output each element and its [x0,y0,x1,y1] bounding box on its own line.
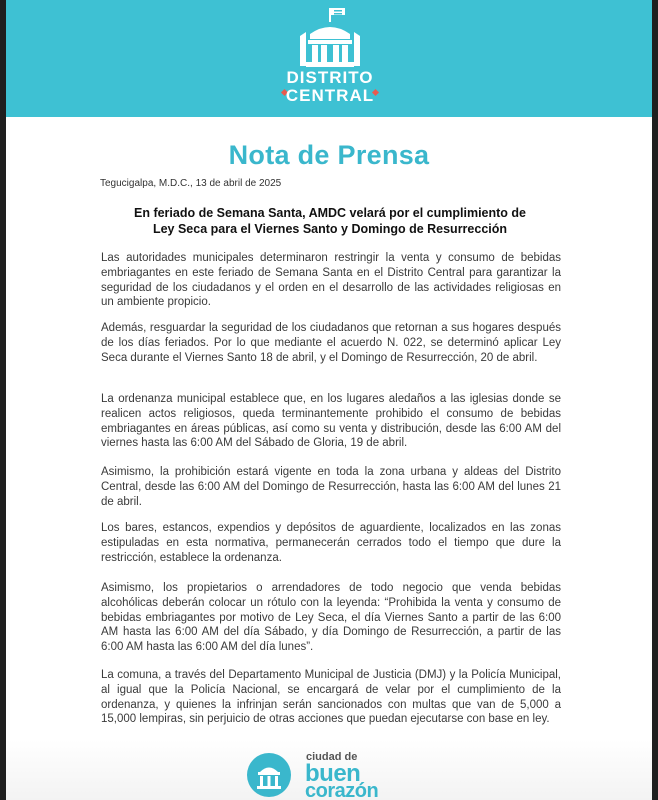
castle-flag-icon [274,2,386,72]
paragraph-7: La comuna, a través del Departamento Municipal de Justicia (DMJ) y la Policía Municipal, al igual que la Policía Nacional, se encargará de velar por el cumplimiento de la ordenanza, y quienes la infrinjan serán sancionados con multas que van de 5,000 a 15,000 lempiras, sin perjuicio de otras acciones que puedan ejecutarse con base en ley. [101,669,561,726]
header-banner [6,0,652,117]
logo-text-distrito: DISTRITO [286,68,374,87]
logo-text-central: CENTRAL [285,86,375,105]
footer-emblem-icon [246,752,292,798]
footer-brand-line-1: ciudad de [306,751,358,763]
paragraph-1: Las autoridades municipales determinaron restringir la venta y consumo de bebidas embriagantes en este feriado de Semana Santa en el Distrito Central para garantizar la seguridad de los ciudadanos y el orden en el desarrollo de las actividades religiosas en un ambiente propicio. [101,252,561,309]
footer-brand-line-2: buen [305,760,361,787]
dateline: Tegucigalpa, M.D.C., 13 de abril de 2025 [100,178,282,189]
distrito-central-logo [274,2,386,112]
headline [100,205,560,237]
paragraph-6: Asimismo, los propietarios o arrendadores de todo negocio que venda bebidas alcohólicas deberán colocar un rótulo con la leyenda: “Prohibida la venta y consumo de bebidas embriagantes por motivo de Ley Seca, el día Viernes Santo a partir de las 6:00 AM hasta las 6:00 AM del día Sábado, y día Domingo de Resurrección, a partir de las 6:00 AM hasta las 6:00 AM del día lunes”. [101,582,561,654]
headline-line-1: En feriado de Semana Santa, AMDC velará por el cumplimiento de [134,206,526,220]
paragraph-4: Asimismo, la prohibición estará vigente en toda la zona urbana y aldeas del Distrito Central, desde las 6:00 AM del Domingo de Resurrección, hasta las 6:00 AM del lunes 21 de abril. [101,466,561,508]
paragraph-2: Además, resguardar la seguridad de los ciudadanos que retornan a sus hogares después de los días feriados. Por lo que mediante el acuerdo N. 022, se determinó aplicar Ley Seca durante el Viernes Santo 18 de abril, y el Domingo de Resurrección, 20 de abril. [101,322,561,364]
paragraph-3: La ordenanza municipal establece que, en los lugares aledaños a las iglesias donde se realicen actos religiosos, queda terminantemente prohibido el consumo de bebidas embriagantes en áreas públicas, así como su venta y distribución, desde las 6:00 AM del viernes hasta las 6:00 AM del Sábado de Gloria, 19 de abril. [101,393,561,450]
footer-brand-line-3: corazón [305,780,379,800]
paragraph-5: Los bares, estancos, expendios y depósitos de aguardiente, localizados en las zonas estipuladas en esta normativa, permanecerán cerrados todo el tiempo que dure la restricción, establece la ordenanza. [101,522,561,564]
right-frame [652,0,658,800]
left-frame [0,0,6,800]
headline-line-2: Ley Seca para el Viernes Santo y Domingo de Resurrección [152,222,508,236]
document-title: Nota de Prensa [228,140,430,170]
